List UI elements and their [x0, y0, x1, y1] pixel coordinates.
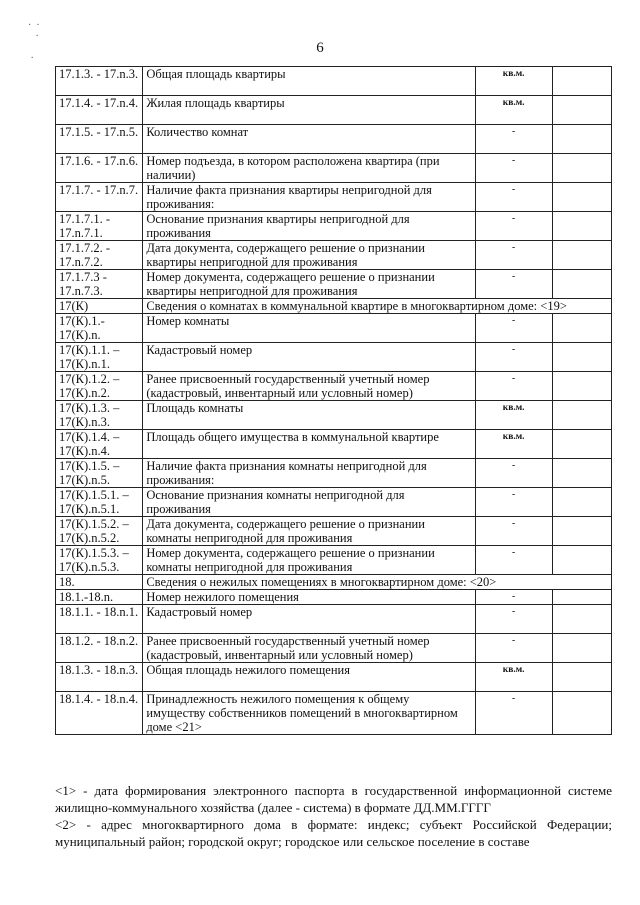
row-value-cell [552, 96, 611, 125]
row-value-cell [552, 546, 611, 575]
row-number-cell: 17.1.7.3 - 17.n.7.3. [56, 270, 143, 299]
row-description-cell: Площадь комнаты [143, 401, 475, 430]
row-number-cell: 17(К).1.- 17(К).n. [56, 314, 143, 343]
table-row [56, 96, 612, 125]
row-unit-cell: - [475, 488, 552, 517]
row-number-cell: 18. [56, 575, 143, 590]
row-value-cell [552, 488, 611, 517]
row-unit-cell: - [475, 634, 552, 663]
row-description-cell: Количество комнат [143, 125, 475, 154]
row-description-cell: Основание признания комнаты непригодной для проживания [143, 488, 475, 517]
row-unit-cell: - [475, 125, 552, 154]
row-value-cell [552, 183, 611, 212]
row-description-cell: Кадастровый номер [143, 343, 475, 372]
row-unit-cell: - [475, 154, 552, 183]
table-row [56, 372, 612, 401]
row-value-cell [552, 692, 611, 735]
table-row [56, 183, 612, 212]
row-unit-cell: кв.м. [475, 401, 552, 430]
row-description-cell: Общая площадь нежилого помещения [143, 663, 475, 692]
row-unit-cell: - [475, 590, 552, 605]
row-unit-cell: - [475, 546, 552, 575]
table-row [56, 488, 612, 517]
row-unit-cell: кв.м. [475, 663, 552, 692]
row-value-cell [552, 430, 611, 459]
row-description-cell: Номер документа, содержащего решение о признании комнаты непригодной для проживания [143, 546, 475, 575]
row-number-cell: 18.1.2. - 18.n.2. [56, 634, 143, 663]
row-unit-cell: - [475, 212, 552, 241]
row-value-cell [552, 372, 611, 401]
row-number-cell: 17.1.7. - 17.n.7. [56, 183, 143, 212]
table-row [56, 430, 612, 459]
row-number-cell: 18.1.1. - 18.n.1. [56, 605, 143, 634]
table-row [56, 459, 612, 488]
row-unit-cell: - [475, 692, 552, 735]
row-number-cell: 17.1.3. - 17.n.3. [56, 67, 143, 96]
table-row [56, 692, 612, 735]
row-number-cell: 17.1.7.2. - 17.n.7.2. [56, 241, 143, 270]
row-value-cell [552, 270, 611, 299]
row-description-cell: Сведения о комнатах в коммунальной квартире в многоквартирном доме: <19> [143, 299, 612, 314]
row-description-cell: Кадастровый номер [143, 605, 475, 634]
row-description-cell: Жилая площадь квартиры [143, 96, 475, 125]
row-number-cell: 17(К).1.5.3. – 17(К).n.5.3. [56, 546, 143, 575]
row-value-cell [552, 663, 611, 692]
row-value-cell [552, 634, 611, 663]
footnote-2: <2> - адрес многоквартирного дома в формате: индекс; субъект Российской Федерации; муниципальный район; городской округ; городское или сельское поселение в составе [55, 817, 612, 849]
row-number-cell: 17(К).1.4. – 17(К).n.4. [56, 430, 143, 459]
row-unit-cell: кв.м. [475, 96, 552, 125]
row-description-cell: Номер нежилого помещения [143, 590, 475, 605]
table-row [56, 343, 612, 372]
row-number-cell: 17(К).1.3. – 17(К).n.3. [56, 401, 143, 430]
row-description-cell: Номер комнаты [143, 314, 475, 343]
row-number-cell: 18.1.3. - 18.n.3. [56, 663, 143, 692]
row-value-cell [552, 67, 611, 96]
table-row [56, 401, 612, 430]
table-row [56, 663, 612, 692]
table-row [56, 634, 612, 663]
row-value-cell [552, 517, 611, 546]
page-number: 6 [316, 40, 324, 56]
table-body [56, 67, 612, 735]
row-description-cell: Наличие факта признания квартиры непригодной для проживания: [143, 183, 475, 212]
row-number-cell: 17.1.7.1. - 17.n.7.1. [56, 212, 143, 241]
table-row [56, 154, 612, 183]
row-number-cell: 17.1.6. - 17.n.6. [56, 154, 143, 183]
row-description-cell: Площадь общего имущества в коммунальной квартире [143, 430, 475, 459]
row-description-cell: Дата документа, содержащего решение о признании квартиры непригодной для проживания [143, 241, 475, 270]
row-value-cell [552, 241, 611, 270]
row-number-cell: 17.1.4. - 17.n.4. [56, 96, 143, 125]
row-unit-cell: - [475, 459, 552, 488]
row-unit-cell: - [475, 241, 552, 270]
table-row [56, 575, 612, 590]
table-row [56, 605, 612, 634]
row-number-cell: 17(К).1.2. – 17(К).n.2. [56, 372, 143, 401]
table-row [56, 517, 612, 546]
table-row [56, 241, 612, 270]
row-description-cell: Ранее присвоенный государственный учетный номер (кадастровый, инвентарный или условный номер) [143, 634, 475, 663]
table-row [56, 125, 612, 154]
table-row [56, 590, 612, 605]
table-row [56, 314, 612, 343]
row-unit-cell: - [475, 372, 552, 401]
row-value-cell [552, 605, 611, 634]
row-description-cell: Номер подъезда, в котором расположена квартира (при наличии) [143, 154, 475, 183]
footnotes [55, 782, 612, 850]
row-unit-cell: - [475, 314, 552, 343]
row-value-cell [552, 154, 611, 183]
table-row [56, 67, 612, 96]
row-number-cell: 17(К).1.5. – 17(К).n.5. [56, 459, 143, 488]
row-description-cell: Сведения о нежилых помещениях в многоквартирном доме: <20> [143, 575, 612, 590]
row-value-cell [552, 212, 611, 241]
row-number-cell: 18.1.-18.n. [56, 590, 143, 605]
table-row [56, 546, 612, 575]
row-number-cell: 17(К).1.1. – 17(К).n.1. [56, 343, 143, 372]
passport-table [55, 66, 612, 735]
row-value-cell [552, 401, 611, 430]
row-number-cell: 17(К).1.5.2. – 17(К).n.5.2. [56, 517, 143, 546]
table-row [56, 212, 612, 241]
scan-artifact-dots: · · · · [28, 20, 40, 64]
row-number-cell: 17(К) [56, 299, 143, 314]
row-value-cell [552, 459, 611, 488]
row-unit-cell: - [475, 517, 552, 546]
table-row [56, 270, 612, 299]
footnote-1: <1> - дата формирования электронного паспорта в государственной информационной системе жилищно-коммунального хозяйства (далее - система) в формате ДД.ММ.ГГГГ [55, 783, 612, 815]
row-number-cell: 17(К).1.5.1. – 17(К).n.5.1. [56, 488, 143, 517]
row-unit-cell: кв.м. [475, 67, 552, 96]
table-row [56, 299, 612, 314]
row-unit-cell: - [475, 183, 552, 212]
row-description-cell: Наличие факта признания комнаты непригодной для проживания: [143, 459, 475, 488]
row-number-cell: 18.1.4. - 18.n.4. [56, 692, 143, 735]
row-value-cell [552, 343, 611, 372]
row-value-cell [552, 125, 611, 154]
row-description-cell: Дата документа, содержащего решение о признании комнаты непригодной для проживания [143, 517, 475, 546]
row-description-cell: Принадлежность нежилого помещения к общему имуществу собственников помещений в многоквартирном доме <21> [143, 692, 475, 735]
row-value-cell [552, 590, 611, 605]
row-description-cell: Ранее присвоенный государственный учетный номер (кадастровый, инвентарный или условный номер) [143, 372, 475, 401]
row-description-cell: Номер документа, содержащего решение о признании квартиры непригодной для проживания [143, 270, 475, 299]
row-value-cell [552, 314, 611, 343]
row-unit-cell: - [475, 343, 552, 372]
row-number-cell: 17.1.5. - 17.n.5. [56, 125, 143, 154]
row-description-cell: Общая площадь квартиры [143, 67, 475, 96]
row-unit-cell: - [475, 270, 552, 299]
row-description-cell: Основание признания квартиры непригодной для проживания [143, 212, 475, 241]
row-unit-cell: кв.м. [475, 430, 552, 459]
row-unit-cell: - [475, 605, 552, 634]
